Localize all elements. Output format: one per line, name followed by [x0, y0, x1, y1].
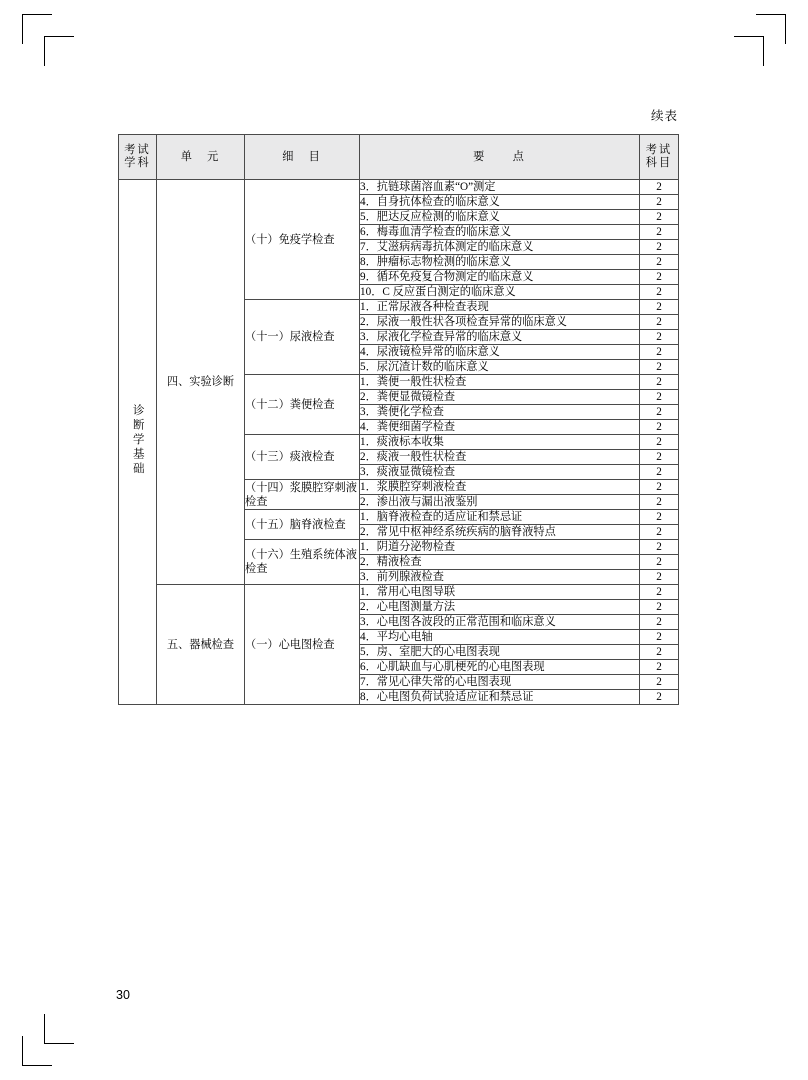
detail-cell: （十）免疫学检查 — [245, 180, 360, 300]
continuation-label: 续表 — [650, 109, 678, 123]
point-cell: 1．常用心电图导联 — [360, 585, 640, 600]
detail-cell: （十二）粪便检查 — [245, 375, 360, 435]
point-cell: 5．尿沉渣计数的临床意义 — [360, 360, 640, 375]
exam-subject-cell: 2 — [640, 315, 679, 330]
column-header-exam-line1: 考试 — [645, 143, 673, 156]
exam-subject-cell: 2 — [640, 690, 679, 705]
exam-subject-cell: 2 — [640, 630, 679, 645]
point-cell: 2．精液检查 — [360, 555, 640, 570]
point-cell: 2．常见中枢神经系统疾病的脑脊液特点 — [360, 525, 640, 540]
point-cell: 3．前列腺液检查 — [360, 570, 640, 585]
point-cell: 2．渗出液与漏出液鉴别 — [360, 495, 640, 510]
column-header-exam — [640, 135, 679, 180]
column-header-subject-line2: 学科 — [124, 157, 151, 169]
exam-subject-cell: 2 — [640, 270, 679, 285]
page-number: 30 — [116, 988, 130, 1002]
column-header-subject — [119, 135, 157, 180]
point-cell: 4．平均心电轴 — [360, 630, 640, 645]
detail-cell: （一）心电图检查 — [245, 585, 360, 705]
table-row — [119, 585, 679, 600]
point-cell: 1．正常尿液各种检查表现 — [360, 300, 640, 315]
exam-subject-cell: 2 — [640, 240, 679, 255]
table-body — [119, 180, 679, 705]
syllabus-table — [118, 134, 679, 705]
exam-subject-cell: 2 — [640, 180, 679, 195]
exam-subject-cell: 2 — [640, 360, 679, 375]
table-header — [119, 135, 679, 180]
point-cell: 3．尿液化学检查异常的临床意义 — [360, 330, 640, 345]
point-cell: 9．循环免疫复合物测定的临床意义 — [360, 270, 640, 285]
point-cell: 8．肿瘤标志物检测的临床意义 — [360, 255, 640, 270]
detail-cell: （十四）浆膜腔穿刺液检查 — [245, 480, 360, 510]
column-header-detail: 细 目 — [245, 135, 360, 180]
exam-subject-cell: 2 — [640, 375, 679, 390]
point-cell: 10．C 反应蛋白测定的临床意义 — [360, 285, 640, 300]
detail-cell: （十五）脑脊液检查 — [245, 510, 360, 540]
exam-subject-cell: 2 — [640, 495, 679, 510]
point-cell: 6．心肌缺血与心肌梗死的心电图表现 — [360, 660, 640, 675]
exam-subject-cell: 2 — [640, 675, 679, 690]
subject-label: 诊断学基础 — [131, 403, 144, 477]
point-cell: 7．常见心律失常的心电图表现 — [360, 675, 640, 690]
point-cell: 1．粪便一般性状检查 — [360, 375, 640, 390]
exam-subject-cell: 2 — [640, 570, 679, 585]
point-cell: 8．心电图负荷试验适应证和禁忌证 — [360, 690, 640, 705]
exam-subject-cell: 2 — [640, 660, 679, 675]
point-cell: 2．粪便显微镜检查 — [360, 390, 640, 405]
exam-subject-cell: 2 — [640, 555, 679, 570]
detail-cell: （十三）痰液检查 — [245, 435, 360, 480]
exam-subject-cell: 2 — [640, 645, 679, 660]
exam-subject-cell: 2 — [640, 345, 679, 360]
point-cell: 1．脑脊液检查的适应证和禁忌证 — [360, 510, 640, 525]
point-cell: 5．房、室肥大的心电图表现 — [360, 645, 640, 660]
table-row — [119, 180, 679, 195]
column-header-point: 要 点 — [360, 135, 640, 180]
point-cell: 3．心电图各波段的正常范围和临床意义 — [360, 615, 640, 630]
exam-subject-cell: 2 — [640, 480, 679, 495]
point-cell: 2．尿液一般性状各项检查异常的临床意义 — [360, 315, 640, 330]
exam-subject-cell: 2 — [640, 450, 679, 465]
exam-subject-cell: 2 — [640, 540, 679, 555]
exam-subject-cell: 2 — [640, 405, 679, 420]
detail-cell: （十一）尿液检查 — [245, 300, 360, 375]
unit-cell: 四、实验诊断 — [157, 180, 245, 585]
point-cell: 4．自身抗体检查的临床意义 — [360, 195, 640, 210]
unit-cell: 五、器械检查 — [157, 585, 245, 705]
point-cell: 3．痰液显微镜检查 — [360, 465, 640, 480]
point-cell: 5．肥达反应检测的临床意义 — [360, 210, 640, 225]
point-cell: 2．痰液一般性状检查 — [360, 450, 640, 465]
subject-cell — [119, 180, 157, 705]
exam-subject-cell: 2 — [640, 600, 679, 615]
exam-subject-cell: 2 — [640, 510, 679, 525]
point-cell: 7．艾滋病病毒抗体测定的临床意义 — [360, 240, 640, 255]
table-header-row — [119, 135, 679, 180]
exam-subject-cell: 2 — [640, 210, 679, 225]
exam-subject-cell: 2 — [640, 420, 679, 435]
exam-subject-cell: 2 — [640, 255, 679, 270]
point-cell: 1．阴道分泌物检查 — [360, 540, 640, 555]
exam-subject-cell: 2 — [640, 585, 679, 600]
exam-subject-cell: 2 — [640, 195, 679, 210]
point-cell: 3．抗链球菌溶血素“O”测定 — [360, 180, 640, 195]
exam-subject-cell: 2 — [640, 615, 679, 630]
point-cell: 2．心电图测量方法 — [360, 600, 640, 615]
exam-subject-cell: 2 — [640, 525, 679, 540]
point-cell: 3．粪便化学检查 — [360, 405, 640, 420]
point-cell: 1．痰液标本收集 — [360, 435, 640, 450]
column-header-unit: 单 元 — [157, 135, 245, 180]
exam-subject-cell: 2 — [640, 435, 679, 450]
exam-subject-cell: 2 — [640, 225, 679, 240]
point-cell: 4．粪便细菌学检查 — [360, 420, 640, 435]
point-cell: 6．梅毒血清学检查的临床意义 — [360, 225, 640, 240]
exam-subject-cell: 2 — [640, 390, 679, 405]
exam-subject-cell: 2 — [640, 330, 679, 345]
exam-subject-cell: 2 — [640, 300, 679, 315]
exam-subject-cell: 2 — [640, 285, 679, 300]
column-header-exam-line2: 科目 — [645, 157, 673, 169]
column-header-subject-line1: 考试 — [124, 143, 151, 156]
detail-cell: （十六）生殖系统体液检查 — [245, 540, 360, 585]
exam-subject-cell: 2 — [640, 465, 679, 480]
point-cell: 4．尿液镜检异常的临床意义 — [360, 345, 640, 360]
point-cell: 1．浆膜腔穿刺液检查 — [360, 480, 640, 495]
